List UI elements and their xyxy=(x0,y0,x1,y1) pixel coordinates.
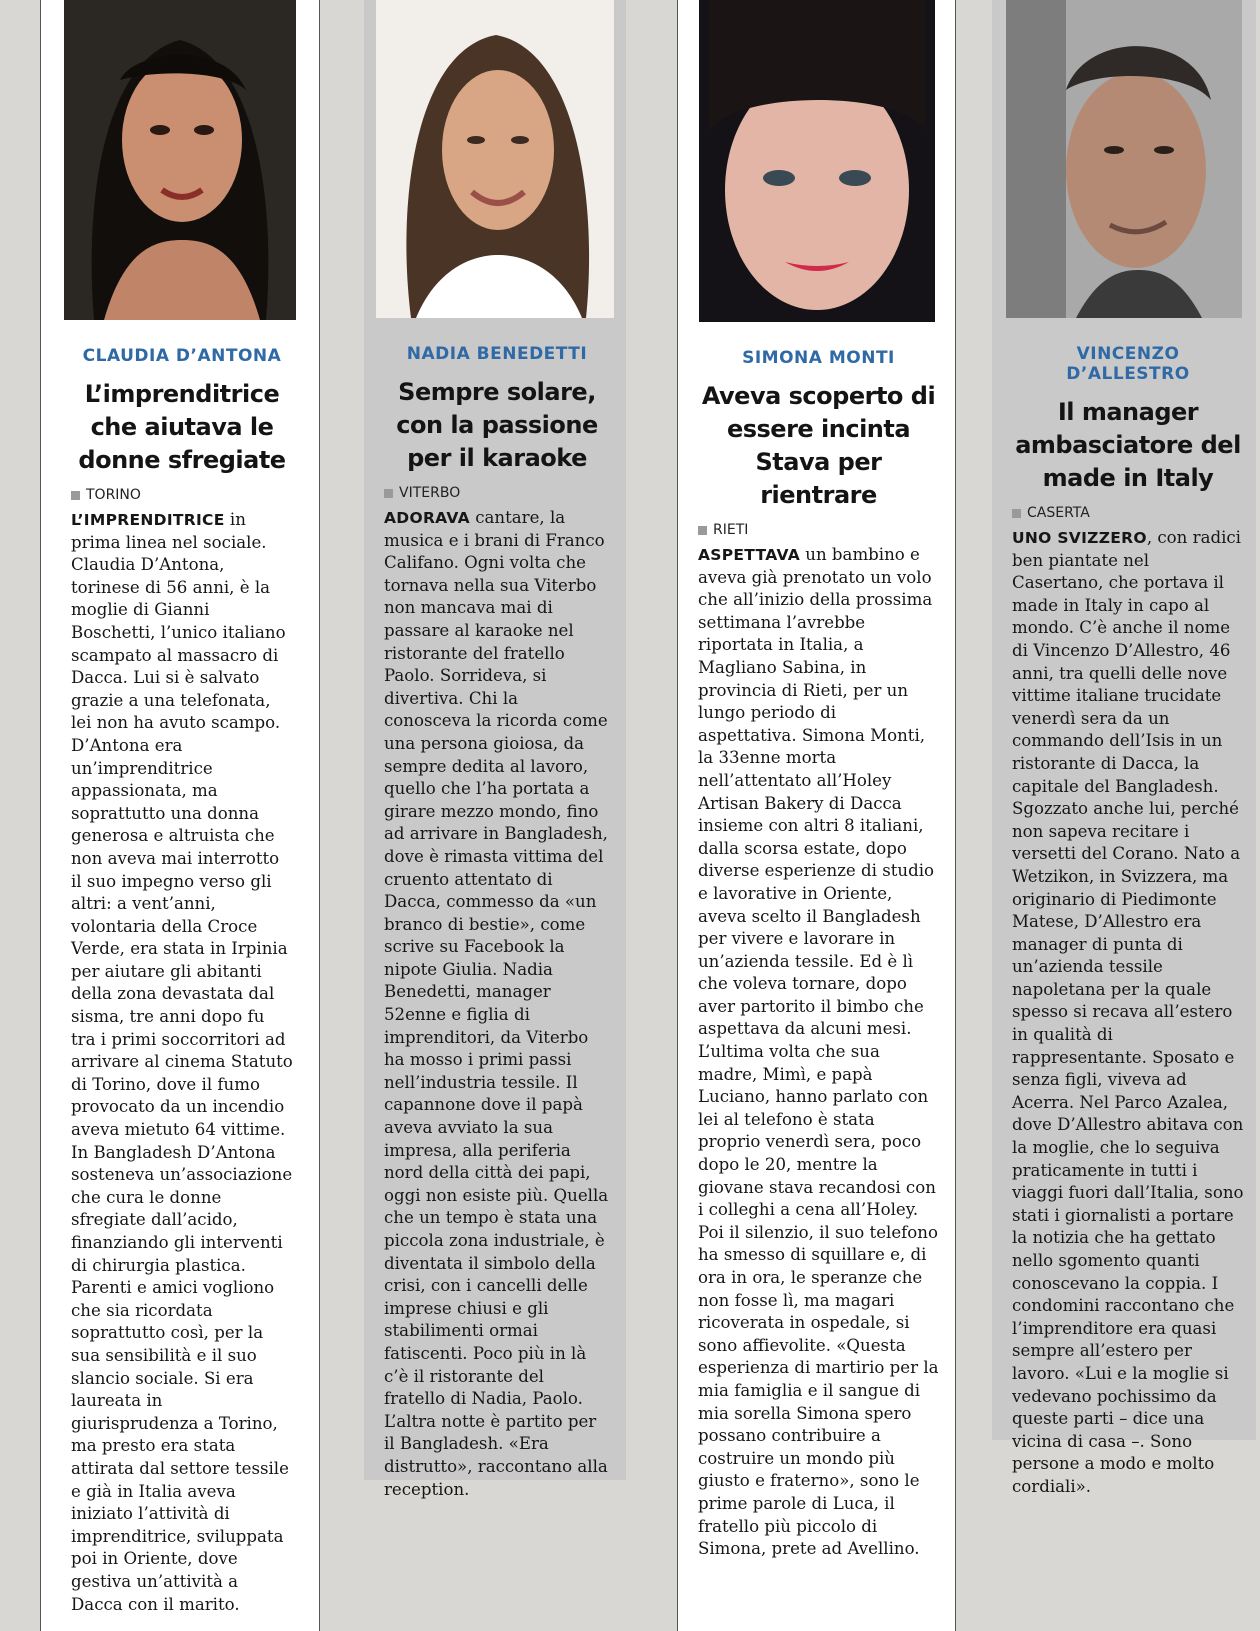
location-text: TORINO xyxy=(86,487,141,503)
article-headline: Sempre solare, con la passione per il karaoke xyxy=(396,378,598,472)
article-headline: L’imprenditrice che aiutava le donne sfregiate xyxy=(78,380,286,474)
portrait-photo-claudia xyxy=(64,0,296,320)
person-name: VINCENZO D’ALLESTRO xyxy=(1066,344,1190,384)
portrait-photo-nadia xyxy=(376,0,614,318)
profile-column-claudia xyxy=(40,0,320,1631)
profile-column-simona xyxy=(677,0,956,1631)
lead-word: L’IMPRENDITRICE xyxy=(71,511,225,529)
bullet-square-icon xyxy=(71,491,80,500)
portrait-photo-simona xyxy=(699,0,935,322)
location-label xyxy=(384,485,610,501)
body-text: cantare, la musica e i brani di Franco Califano. Ogni volta che tornava nella sua Viterbo non mancava mai di passare al karaoke nel ristorante del fratello Paolo. Sorrideva, si divertiva. Chi la conosceva la ricorda come una persona gioiosa, da sempre dedita al lavoro, quello che l’ha portata a girare mezzo mondo, fino ad arrivare in Bangladesh, dove è rimasta vittima del cruento attentato di Dacca, commesso da «un branco di bestie», come scrive su Facebook la nipote Giulia. Nadia Benedetti, manager 52enne e figlia di imprenditori, da Viterbo ha mosso i primi passi nell’industria tessile. Il capannone dove il papà aveva avviato la sua impresa, alla periferia nord della città dei papi, oggi non esiste più. Quella che un tempo è stata una piccola zona industriale, è diventata il simbolo della crisi, con i cancelli delle imprese chiusi e gli stabilimenti ormai fatiscenti. Poco più in là c’è il ristorante del fratello di Nadia, Paolo. L’altra notte è partito per il Bangladesh. «Era distrutto», raccontano alla reception. xyxy=(384,508,609,1499)
location-label xyxy=(1012,505,1244,521)
lead-word: ADORAVA xyxy=(384,509,470,527)
article-body xyxy=(384,507,610,1501)
location-text: RIETI xyxy=(713,522,749,538)
lead-word: ASPETTAVA xyxy=(698,546,800,564)
bullet-square-icon xyxy=(698,526,707,535)
body-text: , con radici ben piantate nel Casertano, che portava il made in Italy in capo al mondo. C’è anche il nome di Vincenzo D’Allestro, 46 anni, tra quelli delle nove vittime italiane trucidate venerdì sera da un commando dell’Isis in un ristorante di Dacca, la capitale del Bangladesh. Sgozzato anche lui, perché non sapeva recitare i versetti del Corano. Nato a Wetzikon, in Svizzera, ma originario di Piedimonte Matese, D’Allestro era manager di punta di un’azienda tessile napoletana per la quale spesso si recava all’estero in qualità di rappresentante. Sposato e senza figli, viveva ad Acerra. Nel Parco Azalea, dove D’Allestro abitava con la moglie, che lo seguiva praticamente in tutti i viaggi fuori dall’Italia, sono stati i giornalisti a portare la notizia che ha gettato nello sgomento quanti conoscevano la coppia. I condomini raccontano che l’imprenditore era quasi sempre all’estero per lavoro. «Lui e la moglie si vedevano pochissimo da queste parti – dice una vicina di casa –. Sono persone a modo e molto cordiali». xyxy=(1012,528,1244,1496)
person-name: SIMONA MONTI xyxy=(742,348,895,368)
location-label xyxy=(71,487,293,503)
location-text: CASERTA xyxy=(1027,505,1090,521)
profile-column-vincenzo xyxy=(992,0,1256,1496)
person-name: NADIA BENEDETTI xyxy=(406,344,588,364)
portrait-photo-vincenzo xyxy=(1006,0,1242,318)
body-text: un bambino e aveva già prenotato un volo che all’inizio della prossima settimana l’avrebbe riportata in Italia, a Magliano Sabina, in provincia di Rieti, per un lungo periodo di aspettativa. Simona Monti, la 33enne morta nell’attentato all’Holey Artisan Bakery di Dacca insieme con altri 8 italiani, dalla scorsa estate, dopo diverse esperienze di studio e lavorative in Oriente, aveva scelto il Bangladesh per vivere e lavorare in un’azienda tessile. Ed è lì che voleva tornare, dopo aver partorito il bimbo che aspettava da alcuni mesi. L’ultima volta che sua madre, Mimì, e papà Luciano, hanno parlato con lei al telefono è stata proprio venerdì sera, poco dopo le 20, mentre la giovane stava recandosi con i colleghi a cena all’Holey. Poi il silenzio, il suo telefono ha smesso di squillare e, di ora in ora, le speranze che non fosse lì, ma magari ricoverata in ospedale, si sono affievolite. «Questa esperienza di martirio per la mia famiglia e il sangue di mia sorella Simona spero possano contribuire a costruire un mondo più giusto e fraterno», sono le prime parole di Luca, il fratello più piccolo di Simona, prete ad Avellino. xyxy=(698,545,939,1559)
bullet-square-icon xyxy=(1012,509,1021,518)
article-body xyxy=(71,509,293,1616)
person-name: CLAUDIA D’ANTONA xyxy=(82,346,282,366)
lead-word: UNO SVIZZERO xyxy=(1012,529,1147,547)
location-text: VITERBO xyxy=(399,485,461,501)
profile-column-nadia xyxy=(364,0,626,1499)
body-text: in prima linea nel sociale. Claudia D’Antona, torinese di 56 anni, è la moglie di Gianni Boschetti, l’unico italiano scampato al massacro di Dacca. Lui si è salvato grazie a una telefonata, lei non ha avuto scampo. D’Antona era un’imprenditrice appassionata, ma soprattutto una donna generosa e altruista che non aveva mai interrotto il suo impegno verso gli altri: a vent’anni, volontaria della Croce Verde, era stata in Irpinia per aiutare gli abitanti della zona devastata dal sisma, tre anni dopo fu tra i primi soccorritori ad arrivare al cinema Statuto di Torino, dove il fumo provocato da un incendio aveva mietuto 64 vittime. In Bangladesh D’Antona sosteneva un’associazione che cura le donne sfregiate dall’acido, finanziando gli interventi di chirurgia plastica. Parenti e amici vogliono che sia ricordata soprattutto così, per la sua sensibilità e il suo slancio sociale. Si era laureata in giurisprudenza a Torino, ma presto era stata attirata dal settore tessile e già in Italia aveva iniziato l’attività di imprenditrice, sviluppata poi in Oriente, dove gestiva un’attività a Dacca con il marito. xyxy=(71,510,293,1614)
article-body xyxy=(698,544,939,1561)
article-body xyxy=(1012,527,1244,1499)
article-headline: Aveva scoperto di essere incinta Stava per rientrare xyxy=(701,382,936,509)
location-label xyxy=(698,522,939,538)
bullet-square-icon xyxy=(384,489,393,498)
article-headline: Il manager ambasciatore del made in Italy xyxy=(1015,398,1241,492)
